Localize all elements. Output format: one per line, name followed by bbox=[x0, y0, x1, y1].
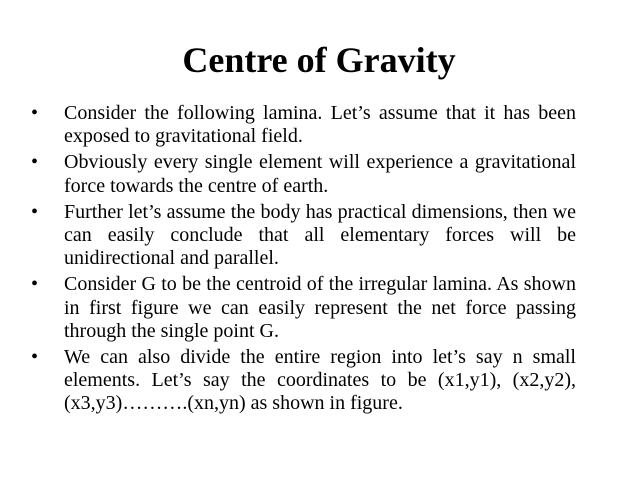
bullet-item-2 bbox=[31, 151, 576, 197]
bullet-list bbox=[31, 102, 576, 419]
bullet-item-3 bbox=[31, 200, 576, 271]
bullet-point-icon: • bbox=[31, 273, 39, 296]
bullet-item-5 bbox=[31, 346, 576, 416]
bullet-point-icon: • bbox=[31, 200, 39, 223]
bullet-point-icon: • bbox=[31, 346, 39, 369]
bullet-item-4 bbox=[31, 273, 576, 343]
bullet-text: Obviously every single element will experience a gravitational force towards the centre of earth. bbox=[64, 151, 576, 197]
bullet-text: Further let’s assume the body has practical dimensions, then we can easily conclude that all elementary forces will be unidirectional and parallel. bbox=[64, 200, 576, 270]
bullet-text: We can also divide the entire region into let’s say n small elements. Let’s say the coordinates to be (x1,y1), (x2,y2), (x3,y3)……….(xn,yn) as shown in figure. bbox=[64, 346, 576, 415]
bullet-point-icon: • bbox=[31, 102, 39, 124]
bullet-item-1 bbox=[31, 102, 576, 148]
slide-title: Centre of Gravity bbox=[182, 40, 456, 80]
bullet-text: Consider the following lamina. Let’s assume that it has been exposed to gravitational field. bbox=[64, 102, 576, 148]
bullet-point-icon: • bbox=[31, 151, 39, 174]
bullet-text: Consider G to be the centroid of the irregular lamina. As shown in first figure we can easily represent the net force passing through the single point G. bbox=[64, 273, 576, 342]
